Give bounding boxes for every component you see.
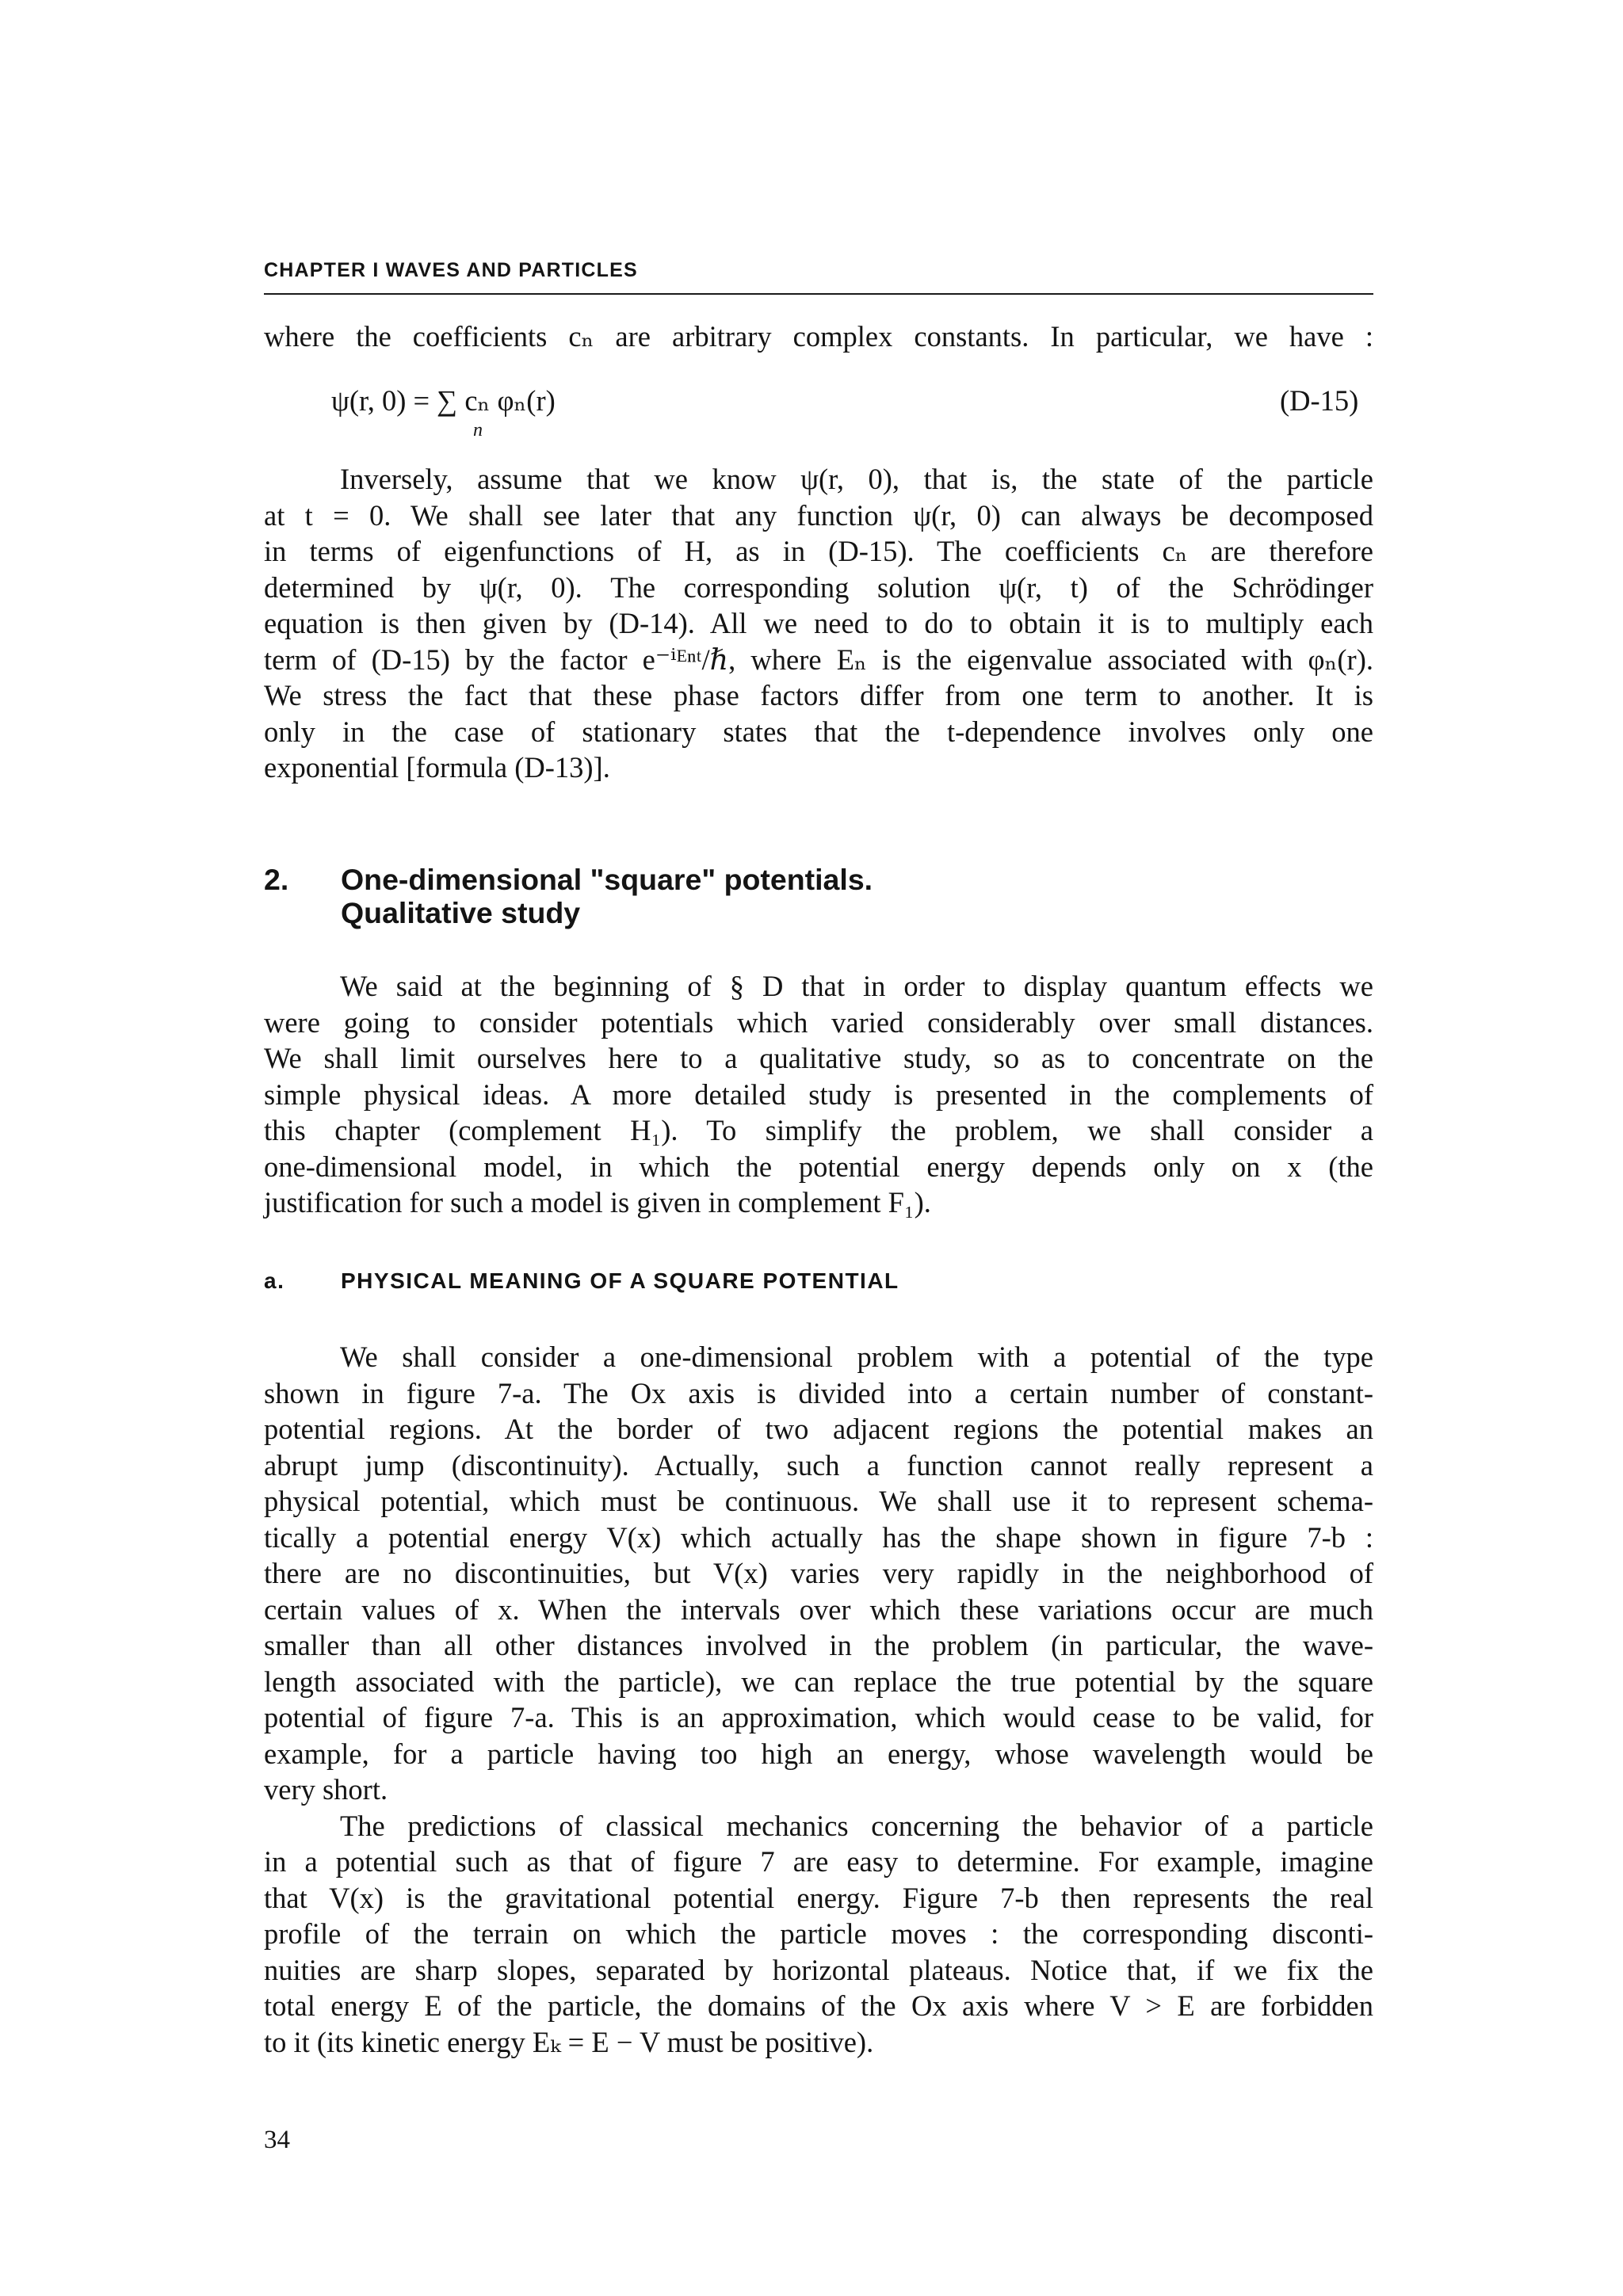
text-line: this chapter (complement H₁). To simplify the problem, we shall consider a bbox=[264, 1114, 1373, 1146]
page-number: 34 bbox=[264, 2126, 290, 2154]
section-title: One-dimensional "square" potentials. bbox=[341, 863, 873, 896]
running-head: CHAPTER I WAVES AND PARTICLES bbox=[264, 259, 638, 281]
text-line: in a potential such as that of figure 7 are easy to determine. For example, imagine bbox=[264, 1845, 1373, 1878]
section-title-line2: Qualitative study bbox=[341, 896, 581, 929]
text-line: there are no discontinuities, but V(x) varies very rapidly in the neighborhood of bbox=[264, 1557, 1373, 1589]
text-line: potential of figure 7-a. This is an approximation, which would cease to be valid, for bbox=[264, 1701, 1373, 1733]
text-line: justification for such a model is given in complement F₁). bbox=[264, 1186, 931, 1219]
text-line: were going to consider potentials which varied considerably over small distances. bbox=[264, 1005, 1373, 1039]
text-line: simple physical ideas. A more detailed study is presented in the complements of bbox=[264, 1077, 1373, 1111]
text-line: only in the case of stationary states that the t-dependence involves only one bbox=[264, 715, 1373, 748]
text-line: total energy E of the particle, the domains of the Ox axis where V > E are forbidden bbox=[264, 1989, 1373, 2022]
text-line: We shall limit ourselves here to a qualitative study, so as to concentrate on the bbox=[264, 1042, 1373, 1074]
text-line: We said at the beginning of § D that in order to display quantum effects we bbox=[340, 970, 1373, 1002]
text-line: in terms of eigenfunctions of H, as in (D-15). The coefficients cₙ are therefore bbox=[264, 535, 1373, 567]
paragraph-physical-meaning bbox=[264, 1339, 1373, 2060]
text-line: We stress the fact that these phase factors differ from one term to another. It is bbox=[264, 679, 1373, 711]
subsection-letter: a. bbox=[264, 1268, 285, 1293]
text-line: abrupt jump (discontinuity). Actually, such a function cannot really represent a bbox=[264, 1448, 1373, 1482]
text-line: shown in figure 7-a. The Ox axis is divided into a certain number of constant- bbox=[264, 1376, 1373, 1409]
text-line: physical potential, which must be continuous. We shall use it to represent schema- bbox=[264, 1485, 1373, 1517]
header-rule bbox=[264, 293, 1373, 295]
text-line: exponential [formula (D-13)]. bbox=[264, 751, 610, 784]
text-line: example, for a particle having too high an energy, whose wavelength would be bbox=[264, 1737, 1373, 1770]
sum-index: n bbox=[473, 420, 483, 441]
text-line: potential regions. At the border of two adjacent regions the potential makes an bbox=[264, 1413, 1373, 1445]
subsection-title: PHYSICAL MEANING OF A SQUARE POTENTIAL bbox=[341, 1268, 899, 1293]
paragraph-inversely bbox=[264, 461, 1373, 786]
text-line: smaller than all other distances involved in the problem (in particular, the wave- bbox=[264, 1629, 1373, 1661]
text-line: very short. bbox=[264, 1773, 388, 1806]
text-line: length associated with the particle), we can replace the true potential by the square bbox=[264, 1665, 1373, 1698]
text-line: tically a potential energy V(x) which actually has the shape shown in figure 7-b : bbox=[264, 1520, 1373, 1554]
text-line: equation is then given by (D-14). All we need to do to obtain it is to multiply each bbox=[264, 607, 1373, 639]
text-line: determined by ψ(r, 0). The corresponding solution ψ(r, t) of the Schrödinger bbox=[264, 570, 1373, 604]
section-number: 2. bbox=[264, 863, 289, 896]
text-line: at t = 0. We shall see later that any function ψ(r, 0) can always be decomposed bbox=[264, 498, 1373, 532]
text-line: The predictions of classical mechanics concerning the behavior of a particle bbox=[340, 1809, 1373, 1842]
text-line: certain values of x. When the intervals over which these variations occur are much bbox=[264, 1592, 1373, 1626]
equation-d15: ψ(r, 0) = ∑ cₙ φₙ(r) bbox=[331, 384, 556, 417]
text-line: term of (D-15) by the factor e⁻ⁱᴱⁿᵗ/ℏ, where Eₙ is the eigenvalue associated with φₙ(r). bbox=[264, 643, 1373, 676]
text-line: Inversely, assume that we know ψ(r, 0), that is, the state of the particle bbox=[340, 463, 1373, 495]
paragraph-square-potentials bbox=[264, 968, 1373, 1221]
text-line: We shall consider a one-dimensional problem with a potential of the type bbox=[340, 1341, 1373, 1373]
text-line: to it (its kinetic energy Eₖ = E − V must be positive). bbox=[264, 2025, 874, 2058]
text-line: one-dimensional model, in which the potential energy depends only on x (the bbox=[264, 1150, 1373, 1183]
intro-paragraph bbox=[264, 318, 1373, 355]
text-line: profile of the terrain on which the particle moves : the corresponding disconti- bbox=[264, 1917, 1373, 1950]
text-line: nuities are sharp slopes, separated by horizontal plateaus. Notice that, if we fix the bbox=[264, 1953, 1373, 1986]
equation-label: (D-15) bbox=[1280, 384, 1359, 417]
intro-line: where the coefficients cₙ are arbitrary complex constants. In particular, we have : bbox=[264, 320, 1373, 353]
text-line: that V(x) is the gravitational potential energy. Figure 7-b then represents the real bbox=[264, 1881, 1373, 1914]
